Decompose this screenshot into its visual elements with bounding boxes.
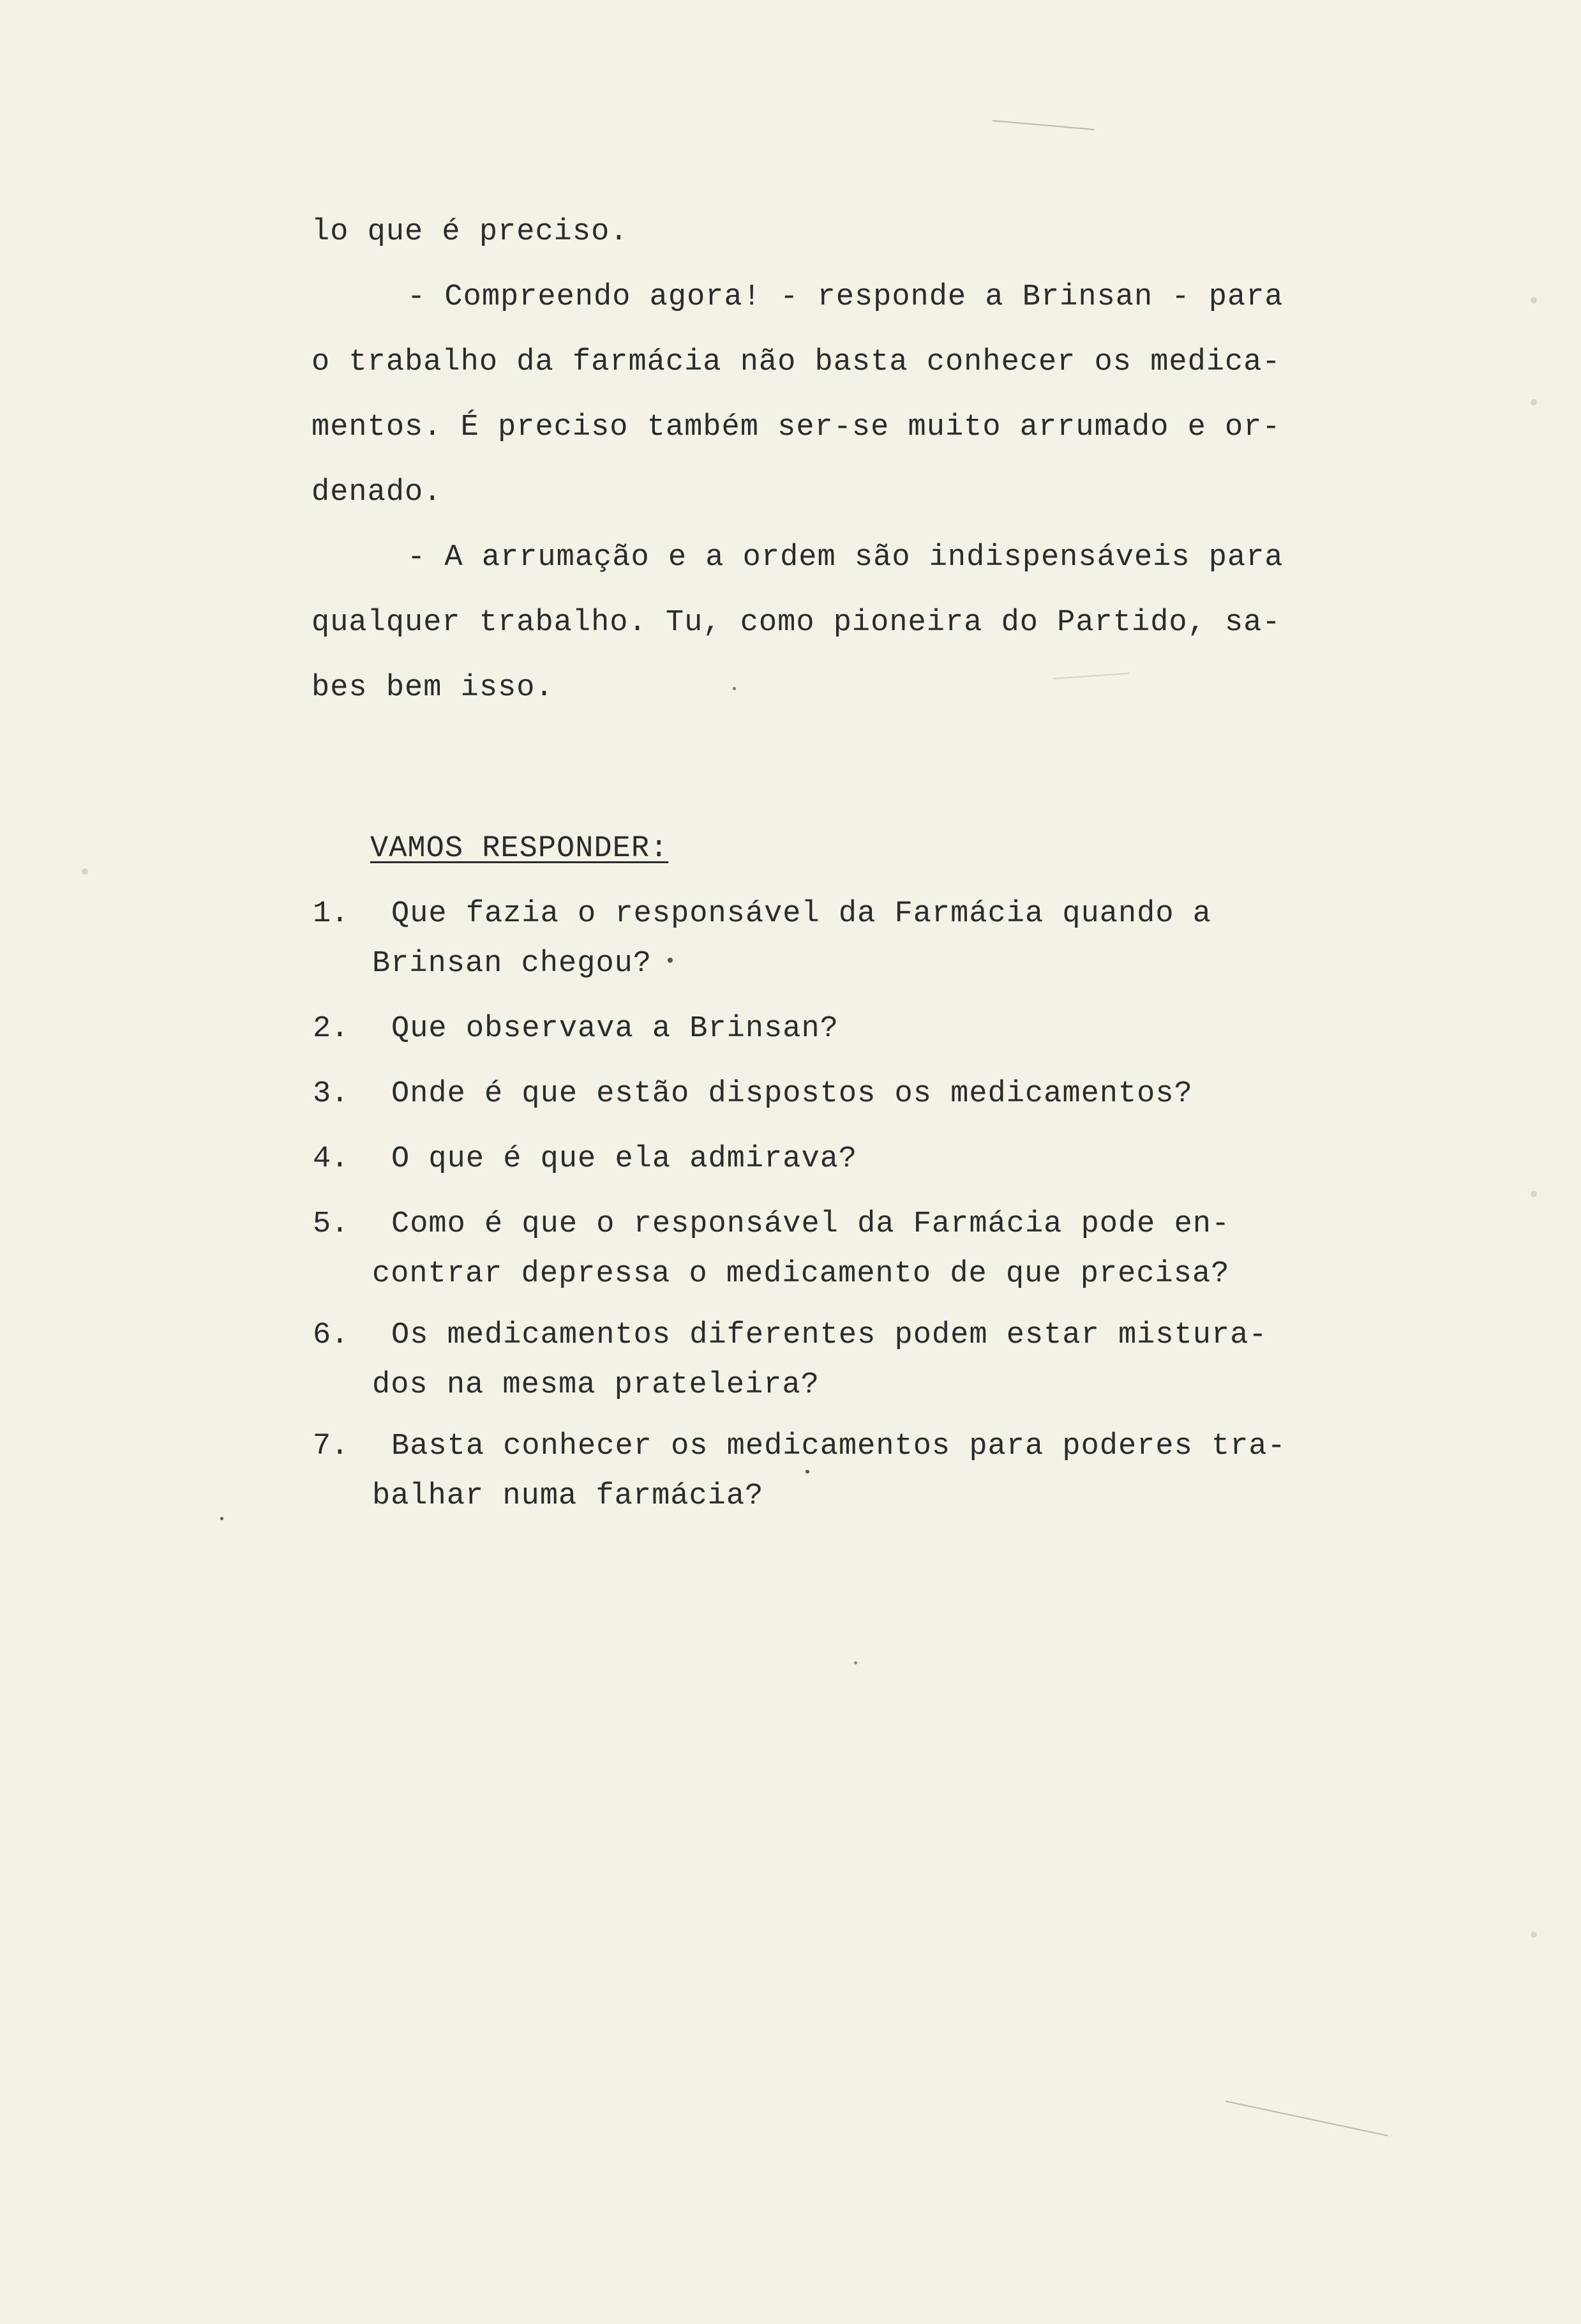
binder-mark: [1531, 297, 1537, 303]
question-text: Onde é que estão dispostos os medicamentos?: [391, 1077, 1193, 1111]
ink-speck: [854, 1661, 857, 1664]
question-number: 6.: [313, 1318, 349, 1352]
question-number: 7.: [313, 1430, 349, 1463]
question-number: 1.: [313, 897, 349, 931]
body-line: lo que é preciso.: [311, 215, 629, 249]
ink-speck: [220, 1517, 223, 1520]
question-text: Os medicamentos diferentes podem estar mistura-: [391, 1318, 1268, 1352]
ink-speck: [805, 1470, 809, 1474]
question-text: Que fazia o responsável da Farmácia quando a: [391, 897, 1212, 931]
question-number: 3.: [313, 1077, 349, 1111]
body-line: qualquer trabalho. Tu, como pioneira do Partido, sa-: [311, 606, 1281, 640]
question-text: Como é que o responsável da Farmácia pode en-: [391, 1207, 1231, 1241]
ink-speck: [668, 958, 673, 963]
body-line: denado.: [311, 476, 442, 509]
body-line: o trabalho da farmácia não basta conhecer os medica-: [311, 345, 1281, 379]
binder-mark: [82, 868, 88, 875]
binder-mark: [1531, 1931, 1537, 1938]
question-text: O que é que ela admirava?: [391, 1142, 858, 1176]
question-number: 2.: [313, 1012, 349, 1046]
paper-scratch: [1053, 673, 1130, 679]
body-line: bes bem isso.: [311, 671, 554, 705]
question-text: Que observava a Brinsan?: [391, 1012, 839, 1046]
question-number: 5.: [313, 1207, 349, 1241]
paper-scratch: [1225, 2101, 1388, 2136]
question-number: 4.: [313, 1142, 349, 1176]
question-text: Brinsan chegou?: [372, 947, 652, 981]
binder-mark: [1531, 1191, 1537, 1197]
question-text: contrar depressa o medicamento de que precisa?: [372, 1257, 1230, 1291]
question-text: balhar numa farmácia?: [372, 1479, 764, 1513]
section-heading: VAMOS RESPONDER:: [370, 832, 669, 866]
body-line: mentos. É preciso também ser-se muito arrumado e or-: [311, 411, 1281, 444]
binder-mark: [1531, 399, 1537, 405]
question-text: Basta conhecer os medicamentos para poderes tra-: [391, 1430, 1286, 1463]
ink-speck: [733, 687, 736, 690]
body-line: - Compreendo agora! - responde a Brinsan - para: [407, 280, 1284, 314]
paper-scratch: [993, 120, 1095, 130]
body-line: - A arrumação e a ordem são indispensáveis para: [407, 541, 1284, 575]
question-text: dos na mesma prateleira?: [372, 1368, 820, 1402]
